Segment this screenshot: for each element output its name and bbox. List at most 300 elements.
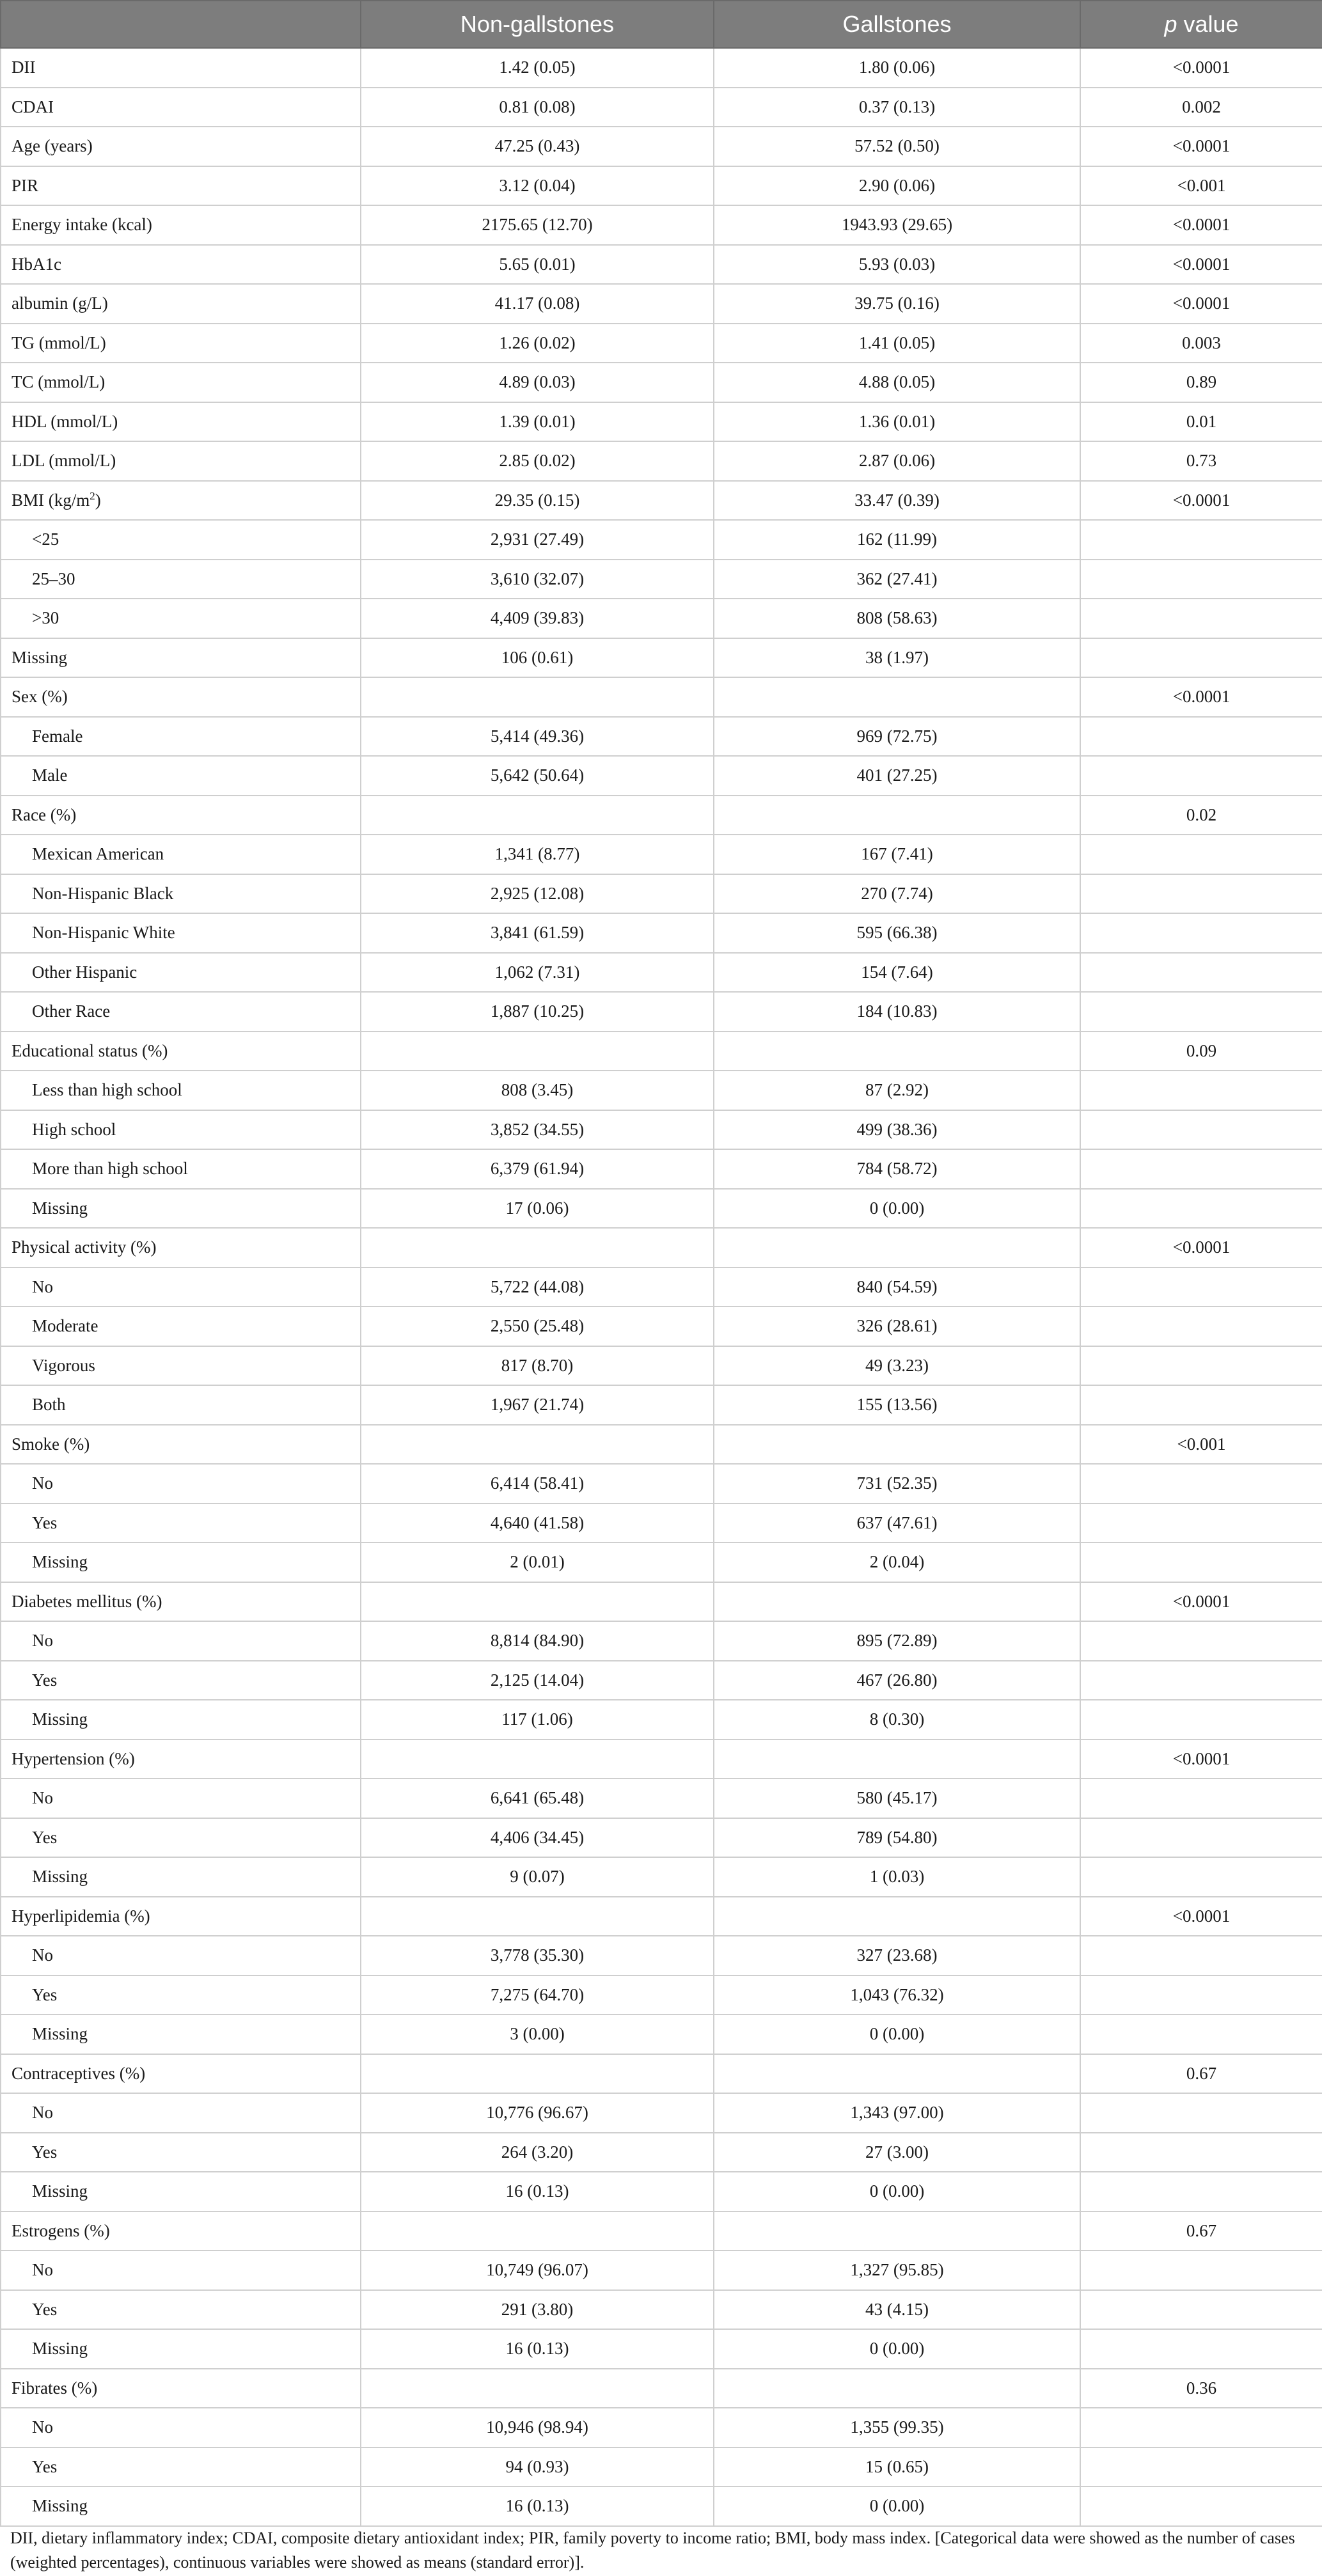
row-label-text: HDL (mmol/L) (12, 411, 118, 431)
row-label-text: Non-Hispanic White (32, 923, 175, 943)
p-value: 0.002 (1080, 88, 1322, 127)
p-value: <0.0001 (1080, 205, 1322, 245)
row-label (1, 2093, 361, 2133)
non-gallstones-value: 3,610 (32.07) (361, 560, 714, 599)
p-value (1080, 1543, 1322, 1582)
p-value: <0.0001 (1080, 1740, 1322, 1779)
non-gallstones-value: 0.81 (0.08) (361, 88, 714, 127)
row-label (1, 166, 361, 206)
gallstones-value: 840 (54.59) (714, 1268, 1080, 1307)
table-row (1, 874, 1322, 914)
gallstones-value: 49 (3.23) (714, 1346, 1080, 1386)
table-row (1, 1385, 1322, 1425)
gallstones-value (714, 1228, 1080, 1268)
row-label-suffix: ) (95, 490, 101, 510)
non-gallstones-value: 16 (0.13) (361, 2486, 714, 2526)
row-label-text: Fibrates (%) (12, 2378, 98, 2398)
row-label-text: No (32, 1631, 53, 1651)
row-label-text: CDAI (12, 97, 54, 116)
table-row (1, 560, 1322, 599)
p-value: <0.001 (1080, 1425, 1322, 1465)
row-label-text: Yes (32, 1512, 58, 1532)
row-label (1, 1307, 361, 1346)
row-label-text: 25–30 (32, 569, 75, 588)
row-label-text: Missing (32, 2024, 88, 2044)
table-row (1, 717, 1322, 757)
row-label (1, 1228, 361, 1268)
gallstones-value: 467 (26.80) (714, 1661, 1080, 1700)
header-row (1, 1, 1322, 48)
non-gallstones-value (361, 1582, 714, 1622)
p-value: 0.67 (1080, 2211, 1322, 2251)
p-value (1080, 992, 1322, 1032)
row-label-text: Age (years) (12, 136, 93, 156)
non-gallstones-value: 1,341 (8.77) (361, 835, 714, 874)
gallstones-value: 87 (2.92) (714, 1071, 1080, 1110)
p-value: <0.0001 (1080, 481, 1322, 521)
non-gallstones-value (361, 1032, 714, 1071)
non-gallstones-value (361, 2054, 714, 2094)
table-row (1, 638, 1322, 678)
row-label (1, 2290, 361, 2330)
table-row (1, 2014, 1322, 2054)
table-row (1, 1425, 1322, 1465)
non-gallstones-value: 1.39 (0.01) (361, 402, 714, 442)
row-label-text: Other Race (32, 1001, 111, 1021)
non-gallstones-value: 10,946 (98.94) (361, 2408, 714, 2447)
table-row (1, 441, 1322, 481)
p-value: <0.0001 (1080, 1582, 1322, 1622)
non-gallstones-value: 1.42 (0.05) (361, 48, 714, 88)
table-row (1, 363, 1322, 402)
table-row (1, 599, 1322, 638)
table-header (1, 1, 1322, 48)
row-label-text: <25 (32, 530, 59, 549)
row-label (1, 1740, 361, 1779)
gallstones-value (714, 2211, 1080, 2251)
table-row (1, 2211, 1322, 2251)
row-label (1, 1818, 361, 1858)
p-value: <0.0001 (1080, 1897, 1322, 1936)
gallstones-value: 0 (0.00) (714, 1189, 1080, 1229)
table-row (1, 1504, 1322, 1543)
row-label (1, 2486, 361, 2526)
non-gallstones-value: 6,379 (61.94) (361, 1149, 714, 1189)
gallstones-value: 895 (72.89) (714, 1621, 1080, 1661)
gallstones-value: 1.41 (0.05) (714, 324, 1080, 363)
row-label (1, 1700, 361, 1740)
p-value: <0.0001 (1080, 677, 1322, 717)
row-label (1, 441, 361, 481)
gallstones-value: 1,327 (95.85) (714, 2250, 1080, 2290)
gallstones-value (714, 1032, 1080, 1071)
row-label-text: Yes (32, 2456, 58, 2476)
row-label-text: No (32, 1945, 53, 1965)
row-label (1, 1582, 361, 1622)
row-label-text: Missing (32, 2181, 88, 2201)
row-label-text: Missing (32, 2496, 88, 2516)
row-label (1, 1857, 361, 1897)
p-value: <0.0001 (1080, 284, 1322, 324)
table-row (1, 913, 1322, 953)
table-row (1, 1857, 1322, 1897)
gallstones-value: 401 (27.25) (714, 756, 1080, 796)
row-label (1, 88, 361, 127)
non-gallstones-value: 47.25 (0.43) (361, 127, 714, 166)
p-value (1080, 953, 1322, 993)
non-gallstones-value (361, 677, 714, 717)
row-label-text: No (32, 2260, 53, 2280)
row-label-text: Missing (32, 1709, 88, 1729)
gallstones-value: 1.36 (0.01) (714, 402, 1080, 442)
table-row (1, 1818, 1322, 1858)
row-label (1, 2369, 361, 2408)
row-label (1, 953, 361, 993)
p-value (1080, 2014, 1322, 2054)
row-label-text: No (32, 1473, 53, 1493)
row-label (1, 48, 361, 88)
p-value: 0.67 (1080, 2054, 1322, 2094)
gallstones-value: 43 (4.15) (714, 2290, 1080, 2330)
row-label (1, 1189, 361, 1229)
p-value (1080, 2250, 1322, 2290)
non-gallstones-value: 6,414 (58.41) (361, 1464, 714, 1504)
row-label-text: No (32, 1276, 53, 1296)
p-value: 0.09 (1080, 1032, 1322, 1071)
p-value: 0.36 (1080, 2369, 1322, 2408)
table-row (1, 756, 1322, 796)
header-p-letter: p (1164, 11, 1177, 37)
table-row (1, 1110, 1322, 1150)
p-value (1080, 2329, 1322, 2369)
row-label-text: Missing (12, 647, 68, 667)
non-gallstones-value: 2175.65 (12.70) (361, 205, 714, 245)
p-value: 0.003 (1080, 324, 1322, 363)
row-label-text: Hypertension (%) (12, 1748, 135, 1768)
p-value (1080, 1779, 1322, 1818)
table-row (1, 1897, 1322, 1936)
p-value: 0.73 (1080, 441, 1322, 481)
non-gallstones-value: 3 (0.00) (361, 2014, 714, 2054)
p-value: 0.89 (1080, 363, 1322, 402)
non-gallstones-value: 3,841 (61.59) (361, 913, 714, 953)
non-gallstones-value: 2,925 (12.08) (361, 874, 714, 914)
row-label (1, 835, 361, 874)
row-label-text: Yes (32, 1827, 58, 1847)
non-gallstones-value (361, 796, 714, 835)
row-label-text: Vigorous (32, 1355, 95, 1375)
table-row (1, 2172, 1322, 2211)
table-row (1, 1307, 1322, 1346)
table-row (1, 2369, 1322, 2408)
gallstones-value: 326 (28.61) (714, 1307, 1080, 1346)
gallstones-value: 969 (72.75) (714, 717, 1080, 757)
row-label (1, 1936, 361, 1975)
non-gallstones-value: 1,887 (10.25) (361, 992, 714, 1032)
table-row (1, 48, 1322, 88)
p-value (1080, 2447, 1322, 2487)
non-gallstones-value: 9 (0.07) (361, 1857, 714, 1897)
p-value (1080, 1189, 1322, 1229)
p-value (1080, 599, 1322, 638)
row-label-text: Less than high school (32, 1080, 182, 1100)
table-row (1, 2486, 1322, 2526)
row-label-text: DII (12, 58, 36, 77)
header-variable (1, 1, 361, 48)
row-label (1, 2014, 361, 2054)
row-label (1, 127, 361, 166)
table-row (1, 2133, 1322, 2172)
row-label-text: Educational status (%) (12, 1041, 168, 1060)
gallstones-value: 33.47 (0.39) (714, 481, 1080, 521)
p-value (1080, 560, 1322, 599)
gallstones-value: 0 (0.00) (714, 2172, 1080, 2211)
table-body (1, 48, 1322, 2526)
row-label (1, 205, 361, 245)
row-label (1, 560, 361, 599)
table-row (1, 2093, 1322, 2133)
table-row (1, 1268, 1322, 1307)
table-row (1, 1779, 1322, 1818)
p-value (1080, 913, 1322, 953)
row-label (1, 756, 361, 796)
non-gallstones-value: 3,778 (35.30) (361, 1936, 714, 1975)
row-label-text: Hyperlipidemia (%) (12, 1906, 150, 1926)
header-non-gallstones: Non-gallstones (361, 1, 714, 48)
p-value (1080, 717, 1322, 757)
table-row (1, 2329, 1322, 2369)
non-gallstones-value: 29.35 (0.15) (361, 481, 714, 521)
non-gallstones-value: 3,852 (34.55) (361, 1110, 714, 1150)
non-gallstones-value: 291 (3.80) (361, 2290, 714, 2330)
row-label (1, 1779, 361, 1818)
table-row (1, 1582, 1322, 1622)
gallstones-value (714, 2369, 1080, 2408)
row-label-text: Yes (32, 1670, 58, 1690)
row-label-text: High school (32, 1119, 116, 1139)
row-label-text: Mexican American (32, 844, 164, 864)
table-row (1, 835, 1322, 874)
p-value (1080, 1504, 1322, 1543)
gallstones-value: 39.75 (0.16) (714, 284, 1080, 324)
gallstones-value: 1,343 (97.00) (714, 2093, 1080, 2133)
table-footnote: DII, dietary inflammatory index; CDAI, composite dietary antioxidant index; PIR, family poverty to income ratio; BMI, body mass index. [Categorical data were showed as the number of cases (weighted percentages), continuous variables were showed as means (standard error)]. (10, 2529, 1295, 2572)
p-value (1080, 1307, 1322, 1346)
row-label-text: Non-Hispanic Black (32, 883, 174, 903)
table-row (1, 1543, 1322, 1582)
row-label-text: Female (32, 726, 83, 746)
row-label (1, 638, 361, 678)
gallstones-value: 155 (13.56) (714, 1385, 1080, 1425)
gallstones-value: 167 (7.41) (714, 835, 1080, 874)
row-label (1, 1385, 361, 1425)
row-label-text: albumin (g/L) (12, 294, 108, 313)
p-value (1080, 1110, 1322, 1150)
table-row (1, 1071, 1322, 1110)
table-row (1, 1189, 1322, 1229)
row-label (1, 2211, 361, 2251)
p-value (1080, 1621, 1322, 1661)
table-row (1, 481, 1322, 521)
p-value (1080, 638, 1322, 678)
gallstones-value: 499 (38.36) (714, 1110, 1080, 1150)
non-gallstones-value: 4,640 (41.58) (361, 1504, 714, 1543)
non-gallstones-value: 2,550 (25.48) (361, 1307, 714, 1346)
gallstones-value: 57.52 (0.50) (714, 127, 1080, 166)
non-gallstones-value: 5.65 (0.01) (361, 245, 714, 285)
p-value (1080, 1385, 1322, 1425)
non-gallstones-value: 2,931 (27.49) (361, 520, 714, 560)
row-label-text: Sex (%) (12, 687, 68, 707)
table-row (1, 1936, 1322, 1975)
row-label-text: Missing (32, 1552, 88, 1572)
gallstones-value: 27 (3.00) (714, 2133, 1080, 2172)
row-label (1, 1071, 361, 1110)
row-label (1, 2408, 361, 2447)
gallstones-value (714, 1740, 1080, 1779)
gallstones-value (714, 796, 1080, 835)
table-row (1, 1740, 1322, 1779)
row-label (1, 2447, 361, 2487)
gallstones-value: 580 (45.17) (714, 1779, 1080, 1818)
row-label (1, 913, 361, 953)
gallstones-value (714, 1425, 1080, 1465)
gallstones-value: 1 (0.03) (714, 1857, 1080, 1897)
p-value (1080, 1975, 1322, 2015)
row-label-text: Missing (32, 1198, 88, 1218)
row-label-text: HbA1c (12, 254, 61, 274)
row-label (1, 284, 361, 324)
row-label (1, 677, 361, 717)
row-label (1, 874, 361, 914)
gallstones-value: 270 (7.74) (714, 874, 1080, 914)
gallstones-value: 327 (23.68) (714, 1936, 1080, 1975)
non-gallstones-value: 10,776 (96.67) (361, 2093, 714, 2133)
gallstones-value: 162 (11.99) (714, 520, 1080, 560)
non-gallstones-value (361, 2369, 714, 2408)
table-row (1, 2408, 1322, 2447)
header-gallstones: Gallstones (714, 1, 1080, 48)
gallstones-value: 362 (27.41) (714, 560, 1080, 599)
row-label (1, 1149, 361, 1189)
gallstones-value: 595 (66.38) (714, 913, 1080, 953)
gallstones-value: 784 (58.72) (714, 1149, 1080, 1189)
row-label (1, 1464, 361, 1504)
gallstones-value: 1,355 (99.35) (714, 2408, 1080, 2447)
table-row (1, 992, 1322, 1032)
p-value: 0.01 (1080, 402, 1322, 442)
row-label-text: Physical activity (%) (12, 1237, 157, 1257)
p-value (1080, 1149, 1322, 1189)
gallstones-value: 38 (1.97) (714, 638, 1080, 678)
p-value (1080, 1661, 1322, 1700)
non-gallstones-value: 5,414 (49.36) (361, 717, 714, 757)
gallstones-value: 15 (0.65) (714, 2447, 1080, 2487)
p-value (1080, 1464, 1322, 1504)
gallstones-value (714, 1582, 1080, 1622)
non-gallstones-value: 1,967 (21.74) (361, 1385, 714, 1425)
table-row (1, 402, 1322, 442)
row-label (1, 1897, 361, 1936)
p-value (1080, 756, 1322, 796)
row-label-text: Smoke (%) (12, 1434, 90, 1454)
row-label-text: No (32, 2417, 53, 2437)
non-gallstones-value: 5,722 (44.08) (361, 1268, 714, 1307)
row-label-text: Moderate (32, 1316, 98, 1336)
row-label-text: Yes (32, 2142, 58, 2162)
row-label (1, 796, 361, 835)
row-label (1, 1110, 361, 1150)
table-row (1, 2290, 1322, 2330)
row-label (1, 717, 361, 757)
row-label-text: Missing (32, 1867, 88, 1887)
table-row (1, 1464, 1322, 1504)
table-row (1, 88, 1322, 127)
gallstones-value: 808 (58.63) (714, 599, 1080, 638)
table-row (1, 520, 1322, 560)
table-row (1, 1228, 1322, 1268)
table-row (1, 1149, 1322, 1189)
row-label-text: Estrogens (%) (12, 2220, 110, 2240)
p-value (1080, 1700, 1322, 1740)
gallstones-value: 2.87 (0.06) (714, 441, 1080, 481)
non-gallstones-value: 4.89 (0.03) (361, 363, 714, 402)
row-label (1, 402, 361, 442)
row-label-text: Male (32, 766, 68, 785)
row-label (1, 992, 361, 1032)
p-value (1080, 2093, 1322, 2133)
row-label-text: Yes (32, 1984, 58, 2004)
row-label-text: Yes (32, 2299, 58, 2319)
gallstones-value: 0 (0.00) (714, 2014, 1080, 2054)
header-p-value (1080, 1, 1322, 48)
row-label (1, 2329, 361, 2369)
row-label-text: TC (mmol/L) (12, 372, 106, 392)
p-value (1080, 1936, 1322, 1975)
non-gallstones-value: 5,642 (50.64) (361, 756, 714, 796)
row-label (1, 2133, 361, 2172)
non-gallstones-value: 3.12 (0.04) (361, 166, 714, 206)
row-label (1, 2054, 361, 2094)
gallstones-value (714, 677, 1080, 717)
table-row (1, 2054, 1322, 2094)
gallstones-value: 0 (0.00) (714, 2486, 1080, 2526)
p-value: <0.001 (1080, 166, 1322, 206)
non-gallstones-value: 17 (0.06) (361, 1189, 714, 1229)
table-row (1, 677, 1322, 717)
table-row (1, 324, 1322, 363)
p-value (1080, 835, 1322, 874)
table-row (1, 127, 1322, 166)
non-gallstones-value (361, 2211, 714, 2251)
gallstones-value: 0.37 (0.13) (714, 88, 1080, 127)
row-label (1, 1621, 361, 1661)
row-label (1, 2172, 361, 2211)
p-value (1080, 1071, 1322, 1110)
non-gallstones-value: 1,062 (7.31) (361, 953, 714, 993)
table-row (1, 1346, 1322, 1386)
row-label-text: Missing (32, 2339, 88, 2359)
table-row (1, 2447, 1322, 2487)
non-gallstones-value: 7,275 (64.70) (361, 1975, 714, 2015)
gallstones-value: 8 (0.30) (714, 1700, 1080, 1740)
row-label (1, 1975, 361, 2015)
p-value: <0.0001 (1080, 48, 1322, 88)
row-label-text: Other Hispanic (32, 962, 138, 982)
row-label-text: Contraceptives (%) (12, 2063, 146, 2083)
gallstones-value: 5.93 (0.03) (714, 245, 1080, 285)
p-value (1080, 1818, 1322, 1858)
